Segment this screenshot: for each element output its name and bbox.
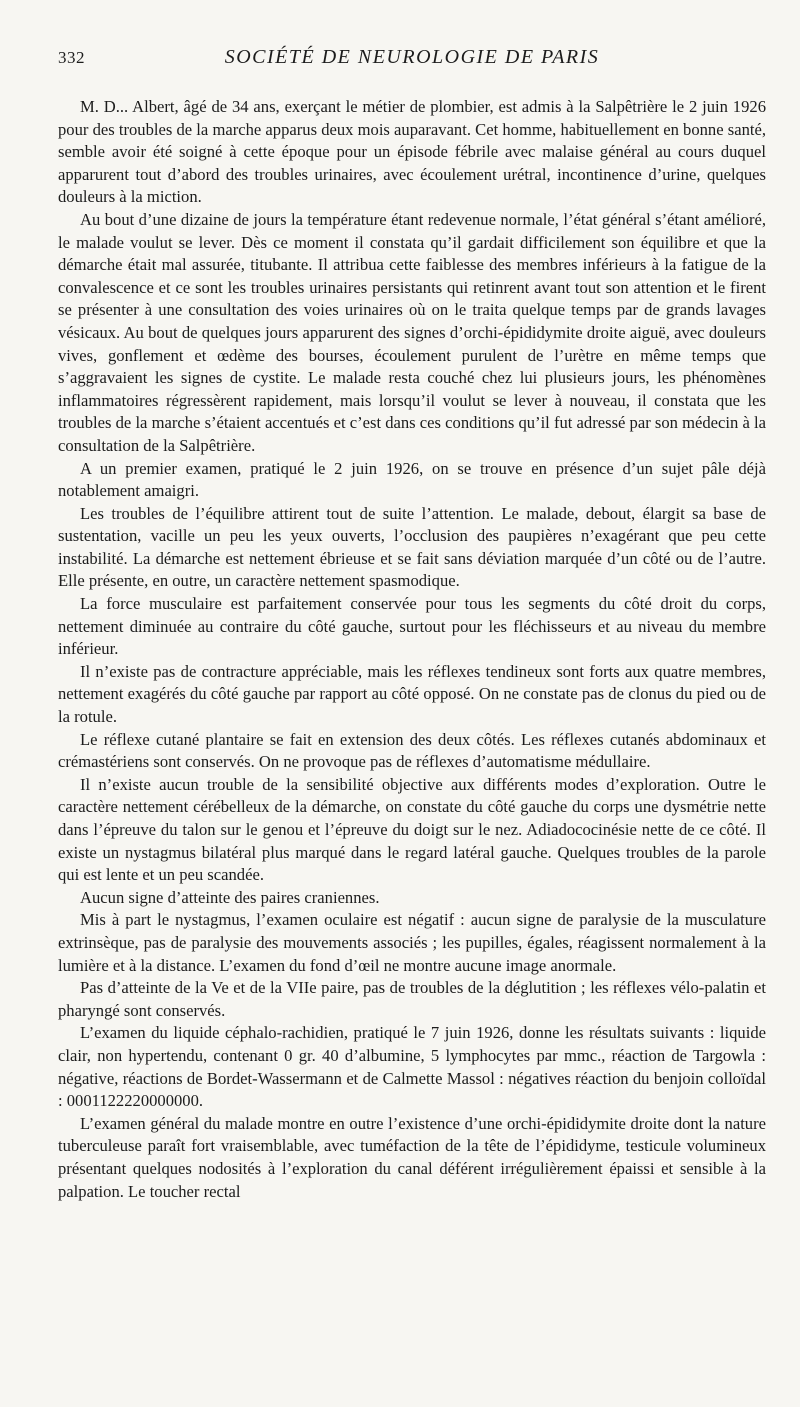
paragraph-sensitivity: Il n’existe aucun trouble de la sensibilité objective aux différents modes d’exploration. Outre le caractère nettement cérébelleux de la démarche, on constate du côté gauche du corps une dysmétrie nette dans l’épreuve du talon sur le genou et l’épreuve du doigt sur le nez. Adiadococinésie nette de ce côté. Il existe un nystagmus bilatéral plus marqué dans le regard latéral gauche. Quelques troubles de la parole qui est lente et un peu scandée. bbox=[58, 774, 766, 885]
paragraph-cutaneous-reflexes: Le réflexe cutané plantaire se fait en extension des deux côtés. Les réflexes cutanés abdominaux et crémastériens sont conservés. On ne provoque pas de réflexes d’automatisme médullaire. bbox=[58, 729, 766, 772]
paragraph-tendon-reflexes: Il n’existe pas de contracture appréciable, mais les réflexes tendineux sont forts aux quatre membres, nettement exagérés du côté gauche par rapport au côté opposé. On ne constate pas de clonus du pied ou de la rotule. bbox=[58, 661, 766, 727]
paragraph-muscle-strength: La force musculaire est parfaitement conservée pour tous les segments du côté droit du corps, nettement diminuée au contraire du côté gauche, surtout pour les fléchisseurs et au niveau du membre inférieur. bbox=[58, 594, 766, 659]
page-number: 332 bbox=[58, 48, 85, 67]
paragraph-first-exam: A un premier examen, pratiqué le 2 juin 1926, on se trouve en présence d’un sujet pâle déjà notablement amaigri. bbox=[58, 458, 766, 501]
paragraph-ocular-exam: Mis à part le nystagmus, l’examen oculaire est négatif : aucun signe de paralysie de la musculature extrinsèque, pas de paralysie des mouvements associés ; les pupilles, égales, réagissent normalement à la lumière et à la distance. L’examen du fond d’œil ne montre aucune image anormale. bbox=[58, 910, 766, 975]
paragraph-balance-disorders: Les troubles de l’équilibre attirent tout de suite l’attention. Le malade, debout, élargit sa base de sustentation, vacille un peu les yeux ouverts, l’occlusion des paupières n’exagérant que peu cette instabilité. La démarche est nettement ébrieuse et se fait sans déviation marquée d’un côté ou de l’autre. Elle présente, en outre, un caractère nettement spasmodique. bbox=[58, 503, 766, 591]
body-text bbox=[58, 96, 766, 1203]
paragraph-csf-exam: L’examen du liquide céphalo-rachidien, pratiqué le 7 juin 1926, donne les résultats suivants : liquide clair, non hypertendu, contenant 0 gr. 40 d’albumine, 5 lymphocytes par mmc., réaction de Targowla : négative, réactions de Bordet-Wassermann et de Calmette Massol : négatives réaction du benjoin colloïdal : 0001122220000000. bbox=[58, 1023, 766, 1111]
paragraph-patient-history: M. D... Albert, âgé de 34 ans, exerçant le métier de plombier, est admis à la Salpêtrière le 2 juin 1926 pour des troubles de la marche apparus deux mois auparavant. Cet homme, habituellement en bonne santé, semble avoir été soigné à cette époque pour un épisode fébrile avec malaise général au cours duquel apparurent tout d’abord des troubles urinaires, avec écoulement urétral, incontinence d’urine, quelques douleurs à la miction. bbox=[58, 97, 766, 207]
running-head bbox=[58, 40, 766, 70]
paragraph-swallowing: Pas d’atteinte de la Ve et de la VIIe paire, pas de troubles de la déglutition ; les réflexes vélo-palatin et pharyngé sont conservés. bbox=[58, 978, 766, 1020]
journal-title: SOCIÉTÉ DE NEUROLOGIE DE PARIS bbox=[224, 46, 600, 68]
paragraph-general-exam: L’examen général du malade montre en outre l’existence d’une orchi-épididymite droite dont la nature tuberculeuse paraît fort vraisemblable, avec tuméfaction de la tête de l’épididyme, testicule volumineux présentant quelques nodosités à l’exploration du canal déférent irrégulièrement épaissi et sensible à la palpation. Le toucher rectal bbox=[58, 1113, 766, 1201]
paragraph-cranial-nerves: Aucun signe d’atteinte des paires craniennes. bbox=[80, 887, 380, 907]
paragraph-disease-course: Au bout d’une dizaine de jours la température étant redevenue normale, l’état général s’étant amélioré, le malade voulut se lever. Dès ce moment il constata qu’il gardait difficilement son équilibre et que la démarche était mal assurée, titubante. Il attribua cette faiblesse des membres inférieurs à la fatigue de la convalescence et ce sont les troubles urinaires persistants qui retinrent avant tout son attention et le firent se présenter à une consultation des voies urinaires où on le traita quelque temps par de grands lavages vésicaux. Au bout de quelques jours apparurent des signes d’orchi-épididymite droite aiguë, avec douleurs vives, gonflement et œdème des bourses, écoulement purulent de l’urètre en même temps que s’aggravaient les signes de cystite. Le malade resta couché chez lui plusieurs jours, les phénomènes inflammatoires régressèrent rapidement, mais lorsqu’il voulut se lever à nouveau, il constata que les troubles de la marche s’étaient accentués et c’est dans ces conditions qu’il fut adressé par son médecin à la consultation de la Salpêtrière. bbox=[58, 209, 766, 455]
